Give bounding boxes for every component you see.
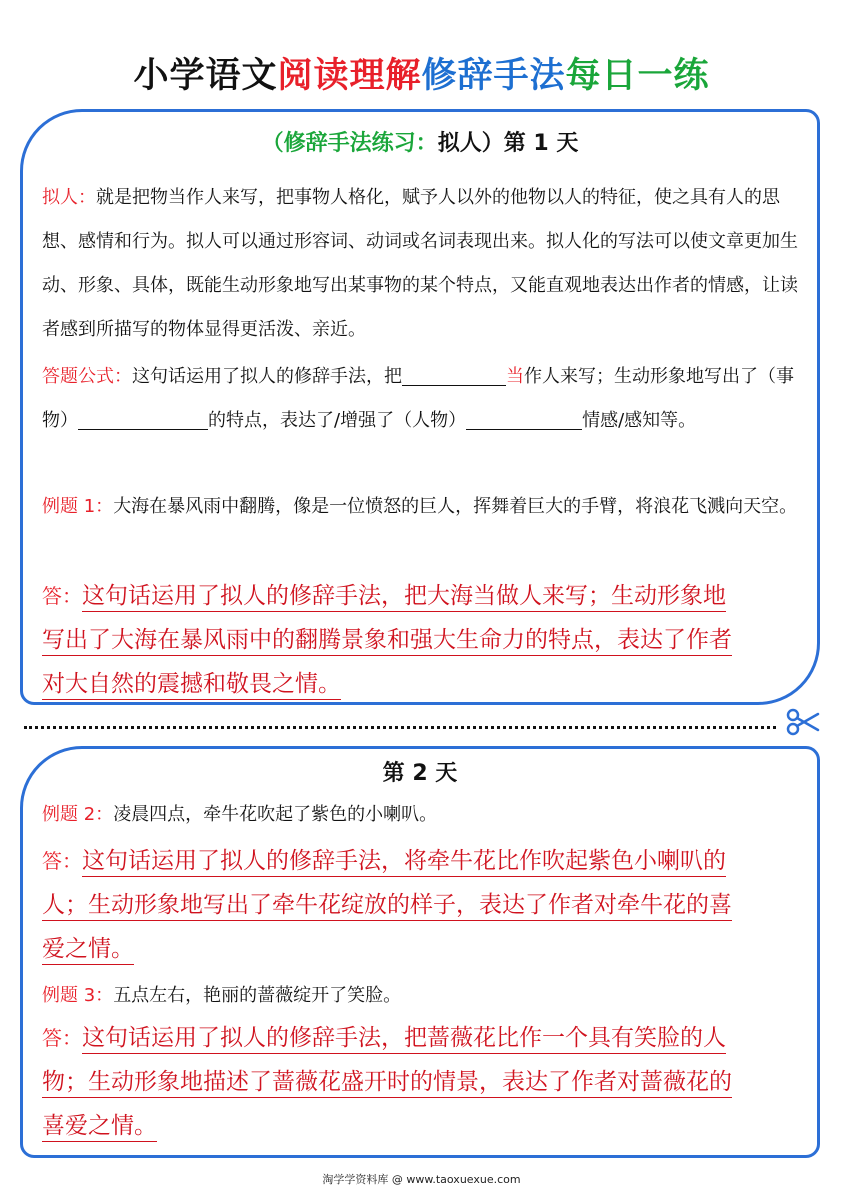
- scissors-icon: [786, 708, 820, 736]
- answer1-line-2: 写出了大海在暴风雨中的翻腾景象和强大生命力的特点，表达了作者: [42, 627, 732, 656]
- footer-watermark: 淘学学资料库 @ www.taoxuexue.com: [322, 1173, 521, 1186]
- definition-text: 就是把物当作人来写，把事物人格化，赋予人以外的他物以人的特征，使之具有人的思想、感情和行为。拟人可以通过形容词、动词或名词表现出来。拟人化的写法可以使文章更加生动、形象、具体，既能生动形象地写出某事物的某个特点，又能直观地表达出作者的情感，让读者感到所描写的物体显得更活泼、亲近。: [42, 187, 798, 340]
- title-part-3: 修辞手法: [421, 56, 566, 96]
- example2-label: 例题 2：: [42, 804, 114, 825]
- answer2-label: 答：: [42, 849, 82, 873]
- day1-heading-green: 修辞手法练习：: [283, 131, 438, 156]
- day1-heading-open: （: [261, 131, 284, 156]
- title-part-2: 阅读理解: [277, 56, 422, 96]
- answer1-block: [42, 574, 804, 706]
- formula-label: 答题公式：: [42, 366, 132, 387]
- day2-heading: 第 2 天: [382, 761, 458, 786]
- formula-text-4: 的特点，表达了/增强了（人物）: [208, 410, 467, 431]
- answer1-line-1: 这句话运用了拟人的修辞手法，把大海当做人来写；生动形象地: [82, 583, 726, 612]
- answer1-line-3: 对大自然的震撼和敬畏之情。: [42, 671, 341, 700]
- example2-text: 凌晨四点，牵牛花吹起了紫色的小喇叭。: [113, 804, 438, 825]
- formula-blank-1: [402, 363, 506, 386]
- day1-heading-black: 拟人）第 1 天: [437, 131, 579, 156]
- answer2-line-1: 这句话运用了拟人的修辞手法，将牵牛花比作吹起紫色小喇叭的: [82, 848, 726, 877]
- answer1-label: 答：: [42, 584, 82, 608]
- example2-paragraph: [42, 793, 804, 837]
- formula-text-5: 情感/感知等。: [582, 410, 697, 431]
- answer2-line-3: 爱之情。: [42, 936, 134, 965]
- example3-text: 五点左右，艳丽的蔷薇绽开了笑脸。: [113, 985, 402, 1006]
- formula-text-3: 作人来写；生动形象地写出了（事物）: [42, 366, 794, 431]
- formula-blank-2: [78, 407, 208, 430]
- answer3-line-3: 喜爱之情。: [42, 1113, 157, 1142]
- definition-paragraph: [42, 176, 804, 352]
- page-title: [0, 52, 843, 100]
- example1-label: 例题 1：: [42, 496, 114, 517]
- answer3-line-2: 物；生动形象地描述了蔷薇花盛开时的情景，表达了作者对蔷薇花的: [42, 1069, 732, 1098]
- example1-paragraph: [42, 485, 804, 529]
- day2-card: [20, 746, 820, 1158]
- example1-text: 大海在暴风雨中翻腾，像是一位愤怒的巨人，挥舞着巨大的手臂，将浪花飞溅向天空。: [113, 496, 798, 517]
- answer2-block: [42, 839, 804, 971]
- title-part-1: 小学语文: [133, 56, 278, 96]
- answer3-line-1: 这句话运用了拟人的修辞手法，把蔷薇花比作一个具有笑脸的人: [82, 1025, 726, 1054]
- answer2-line-2: 人；生动形象地写出了牵牛花绽放的样子，表达了作者对牵牛花的喜: [42, 892, 732, 921]
- example3-paragraph: [42, 974, 804, 1018]
- day1-heading: [23, 129, 817, 159]
- title-part-4: 每日一练: [565, 56, 710, 96]
- formula-text-1: 这句话运用了拟人的修辞手法，把: [132, 366, 402, 387]
- day1-card: [20, 109, 820, 705]
- formula-text-2: 当: [506, 366, 524, 387]
- cut-line-divider: [24, 726, 776, 729]
- answer3-block: [42, 1016, 804, 1148]
- answer3-label: 答：: [42, 1026, 82, 1050]
- definition-label: 拟人：: [42, 187, 96, 208]
- formula-blank-3: [466, 407, 582, 430]
- example3-label: 例题 3：: [42, 985, 114, 1006]
- formula-paragraph: [42, 355, 804, 443]
